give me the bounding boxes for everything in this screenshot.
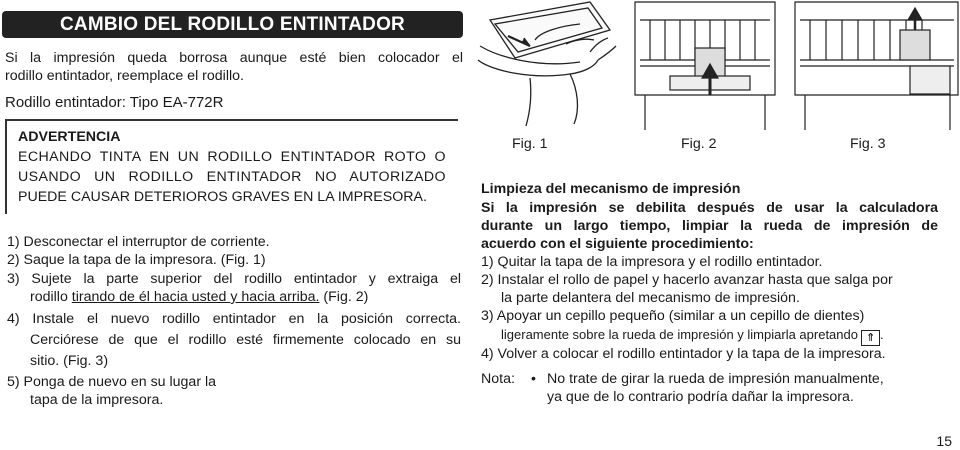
warning-line-1: ECHANDO TINTA EN UN RODILLO ENTINTADOR ROTO O bbox=[18, 149, 446, 165]
cleaning-step-3-line-2: ligeramente sobre la rueda de impresión y limpiarla apretando ⇑ . bbox=[501, 327, 884, 344]
fig2-label: Fig. 2 bbox=[681, 136, 717, 152]
cleaning-lead-2: durante un largo tiempo, limpiar la rueda de impresión de bbox=[481, 218, 938, 234]
roller-type: Rodillo entintador: Tipo EA-772R bbox=[5, 94, 224, 111]
note-bullet: • bbox=[531, 371, 536, 387]
cleaning-step-1: 1) Quitar la tapa de la impresora y el rodillo entintador. bbox=[481, 254, 823, 270]
cleaning-lead-1: Si la impresión se debilita después de usar la calculadora bbox=[481, 200, 938, 216]
step-5-line-1: 5) Ponga de nuevo en su lugar la bbox=[7, 374, 217, 390]
cleaning-step-4: 4) Volver a colocar el rodillo entintador y la tapa de la impresora. bbox=[481, 346, 886, 362]
printer-illustrations bbox=[470, 0, 960, 132]
step-1: 1) Desconectar el interruptor de corriente. bbox=[7, 234, 270, 250]
warning-line-2: USANDO UN RODILLO ENTINTADOR NO AUTORIZADO bbox=[18, 169, 446, 185]
page-number: 15 bbox=[936, 433, 952, 449]
note-line-1: No trate de girar la rueda de impresión manualmente, bbox=[547, 371, 884, 387]
fig2-illustration bbox=[630, 0, 780, 130]
step-3-underlined: tirando de él hacia usted y hacia arriba. bbox=[71, 289, 320, 305]
paper-feed-key-icon: ⇑ bbox=[861, 330, 880, 346]
intro-line-1: Si la impresión queda borrosa aunque esté bien colocador el bbox=[5, 50, 463, 66]
cleaning-step-2-line-2: la parte delantera del mecanismo de impresión. bbox=[501, 290, 800, 306]
note-label: Nota: bbox=[481, 371, 515, 387]
step-3-line-2: rodillo tirando de él hacia usted y hacia arriba. (Fig. 2) bbox=[30, 289, 369, 305]
warning-line-3: PUEDE CAUSAR DETERIOROS GRAVES EN LA IMPRESORA. bbox=[18, 189, 427, 205]
page-title: CAMBIO DEL RODILLO ENTINTADOR bbox=[2, 11, 463, 38]
step-5-line-2: tapa de la impresora. bbox=[30, 392, 164, 408]
step-4-line-1: 4) Instale el nuevo rodillo entintador en la posición correcta. bbox=[7, 311, 461, 327]
fig1-illustration bbox=[478, 2, 616, 126]
step-2: 2) Saque la tapa de la impresora. (Fig. 1) bbox=[7, 252, 266, 268]
cleaning-lead-3: acuerdo con el siguiente procedimiento: bbox=[481, 236, 754, 252]
fig3-label: Fig. 3 bbox=[850, 136, 886, 152]
step-4-line-3: sitio. (Fig. 3) bbox=[30, 353, 109, 369]
cleaning-step-3-line-1: 3) Apoyar un cepillo pequeño (similar a un cepillo de dientes) bbox=[481, 308, 865, 324]
cleaning-heading: Limpieza del mecanismo de impresión bbox=[481, 181, 741, 197]
cleaning-step-2-line-1: 2) Instalar el rollo de papel y hacerlo avanzar hasta que salga por bbox=[481, 272, 893, 288]
fig1-label: Fig. 1 bbox=[512, 136, 548, 152]
step-3-line-1: 3) Sujete la parte superior del rodillo entintador y extraiga el bbox=[7, 271, 461, 287]
note-line-2: ya que de lo contrario podría dañar la impresora. bbox=[547, 389, 854, 405]
step-4-line-2: Cerciórese de que el rodillo esté firmemente colocado en su bbox=[30, 332, 461, 348]
warning-heading: ADVERTENCIA bbox=[18, 129, 121, 145]
fig3-illustration bbox=[795, 2, 958, 130]
intro-line-2: rodillo entintador, reemplace el rodillo. bbox=[5, 68, 244, 84]
